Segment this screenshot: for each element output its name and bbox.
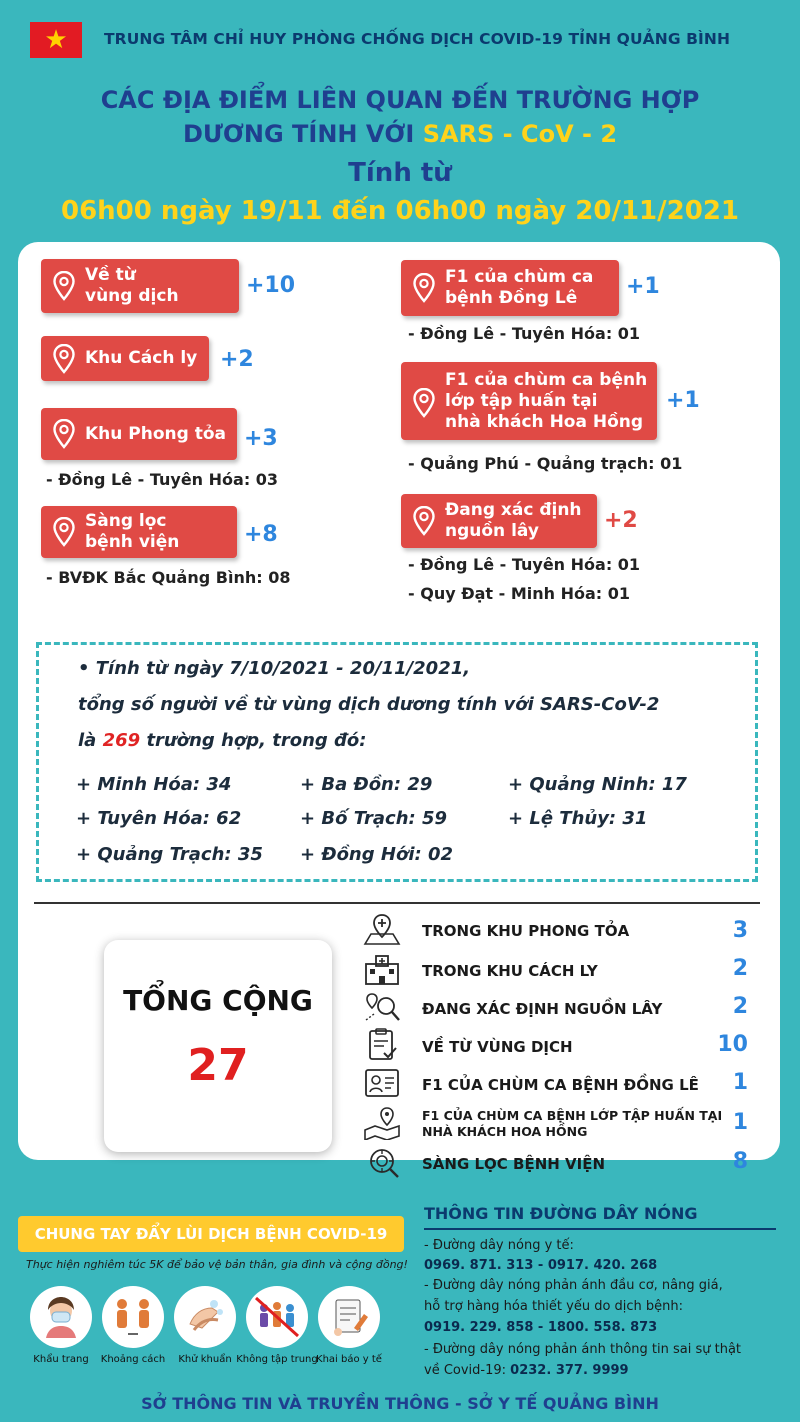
location-pin-icon	[413, 388, 435, 418]
hotline-number[interactable]: 0919. 229. 858 - 1800. 558. 873	[424, 1320, 658, 1335]
category-pill-return: Về từ vùng dịch	[41, 259, 239, 313]
category-pill-lockdown: Khu Phong tỏa	[41, 408, 237, 460]
campaign-item-label: Khẩu trang	[33, 1354, 89, 1365]
travel-doc-icon	[362, 1028, 402, 1062]
footer-credit: SỞ THÔNG TIN VÀ TRUYỀN THÔNG - SỞ Y TẾ QUẢNG BÌNH	[141, 1394, 659, 1413]
campaign-slogan: Thực hiện nghiêm túc 5K để bảo vệ bản thân, gia đình và cộng đồng!	[26, 1258, 408, 1271]
total-value: 27	[187, 1040, 249, 1091]
location-pin-icon	[413, 506, 435, 536]
since-label: Tính từ	[348, 158, 452, 188]
hotline-number[interactable]: 0232. 377. 9999	[510, 1363, 629, 1378]
hotline-number[interactable]: 0969. 871. 313 - 0917. 420. 268	[424, 1258, 658, 1273]
map-cluster-icon	[362, 1106, 402, 1140]
summary-value: 1	[732, 1110, 748, 1135]
summary-label: VỀ TỪ VÙNG DỊCH	[422, 1038, 573, 1056]
campaign-banner: CHUNG TAY ĐẨY LÙI DỊCH BỆNH COVID-19	[18, 1216, 404, 1252]
summary-value: 10	[717, 1032, 748, 1057]
category-pill-screening: Sàng lọc bệnh viện	[41, 506, 237, 558]
campaign-item-label: Khoảng cách	[100, 1354, 166, 1365]
vietnam-flag	[30, 22, 82, 58]
summary-label: F1 CỦA CHÙM CA BỆNH LỚP TẬP HUẤN TẠI NHÀ KHÁCH HOA HỒNG	[422, 1108, 723, 1139]
count-return: +10	[246, 273, 296, 298]
district-item: + Đồng Hới: 02	[300, 844, 454, 865]
screening-icon	[362, 1146, 402, 1180]
mask-icon	[30, 1286, 92, 1348]
district-item: + Quảng Trạch: 35	[76, 844, 263, 865]
hotline-text: - Đường dây nóng phản ánh đầu cơ, nâng giá,	[424, 1278, 723, 1293]
cumulative-total: là 269 trường hợp, trong đó:	[78, 730, 367, 751]
detail-screening-1: - BVĐK Bắc Quảng Bình: 08	[46, 568, 291, 587]
hotline-text: - Đường dây nóng phản ánh thông tin sai sự thật	[424, 1342, 742, 1357]
count-f1-training: +1	[666, 388, 700, 413]
count-lockdown: +3	[244, 426, 278, 451]
hotline-text: về Covid-19: 0232. 377. 9999	[424, 1363, 629, 1378]
total-label: TỔNG CỘNG	[123, 984, 313, 1017]
summary-value: 2	[732, 994, 748, 1019]
detail-f1-training-1: - Quảng Phú - Quảng trạch: 01	[408, 454, 683, 473]
lockdown-zone-icon	[362, 912, 402, 946]
cumulative-period: • Tính từ ngày 7/10/2021 - 20/11/2021,	[78, 658, 471, 679]
location-pin-icon	[53, 344, 75, 374]
count-screening: +8	[244, 522, 278, 547]
count-f1-dong-le: +1	[626, 274, 660, 299]
summary-value: 8	[732, 1149, 748, 1174]
location-pin-icon	[413, 273, 435, 303]
summary-label: TRONG KHU PHONG TỎA	[422, 922, 630, 940]
location-pin-icon	[53, 271, 75, 301]
summary-label: SÀNG LỌC BỆNH VIỆN	[422, 1155, 606, 1173]
contact-card-icon	[362, 1066, 402, 1100]
category-pill-f1-training: F1 của chùm ca bệnh lớp tập huấn tại nhà khách Hoa Hồng	[401, 362, 657, 440]
summary-label: F1 CỦA CHÙM CA BỆNH ĐỒNG LÊ	[422, 1076, 699, 1094]
district-item: + Ba Đồn: 29	[300, 774, 433, 795]
count-quarantine: +2	[220, 347, 254, 372]
detail-lockdown-1: - Đồng Lê - Tuyên Hóa: 03	[46, 470, 279, 489]
district-item: + Lệ Thủy: 31	[508, 808, 648, 829]
count-unknown-source: +2	[604, 508, 638, 533]
district-item: + Tuyên Hóa: 62	[76, 808, 242, 829]
detail-unknown-source-1: - Đồng Lê - Tuyên Hóa: 01	[408, 555, 641, 574]
summary-value: 1	[732, 1070, 748, 1095]
total-box	[104, 940, 332, 1152]
district-item: + Bố Trạch: 59	[300, 808, 448, 829]
campaign-item-label: Khai báo y tế	[316, 1354, 382, 1365]
category-pill-f1-donglelang: F1 của chùm ca bệnh Đồng Lê	[401, 260, 619, 316]
detail-unknown-source-2: - Quy Đạt - Minh Hóa: 01	[408, 584, 631, 603]
location-pin-icon	[53, 419, 75, 449]
date-range: 06h00 ngày 19/11 đến 06h00 ngày 20/11/2021	[60, 196, 740, 226]
hotline-text: hỗ trợ hàng hóa thiết yếu do dịch bệnh:	[424, 1299, 684, 1314]
section-divider	[34, 902, 760, 904]
page-title-line1: CÁC ĐỊA ĐIỂM LIÊN QUAN ĐẾN TRƯỜNG HỢP	[100, 86, 700, 114]
district-item: + Quảng Ninh: 17	[508, 774, 687, 795]
page-title-line2: DƯƠNG TÍNH VỚI SARS - CoV - 2	[182, 120, 618, 148]
summary-value: 2	[732, 956, 748, 981]
hotline-title: THÔNG TIN ĐƯỜNG DÂY NÓNG	[424, 1204, 698, 1223]
handwash-icon	[174, 1286, 236, 1348]
category-pill-unknown-source: Đang xác định nguồn lây	[401, 494, 597, 548]
summary-label: ĐANG XÁC ĐỊNH NGUỒN LÂY	[422, 1000, 663, 1018]
category-pill-quarantine: Khu Cách ly	[41, 336, 209, 381]
district-item: + Minh Hóa: 34	[76, 774, 232, 795]
summary-value: 3	[732, 918, 748, 943]
quarantine-building-icon	[362, 952, 402, 986]
campaign-item-label: Khử khuẩn	[178, 1354, 232, 1365]
distance-icon	[102, 1286, 164, 1348]
cumulative-description: tổng số người về từ vùng dịch dương tính với SARS-CoV-2	[78, 694, 660, 715]
summary-label: TRONG KHU CÁCH LY	[422, 962, 598, 980]
health-declaration-icon	[318, 1286, 380, 1348]
location-pin-icon	[53, 517, 75, 547]
hotline-text: - Đường dây nóng y tế:	[424, 1238, 574, 1253]
star-icon: ★	[44, 25, 68, 55]
source-search-icon	[362, 990, 402, 1024]
organization-name: TRUNG TÂM CHỈ HUY PHÒNG CHỐNG DỊCH COVID-19 TỈNH QUẢNG BÌNH	[104, 30, 731, 48]
campaign-item-label: Không tập trung	[236, 1354, 318, 1365]
detail-f1-dong-le-1: - Đồng Lê - Tuyên Hóa: 01	[408, 324, 641, 343]
no-gathering-icon	[246, 1286, 308, 1348]
hotline-underline	[424, 1228, 776, 1230]
